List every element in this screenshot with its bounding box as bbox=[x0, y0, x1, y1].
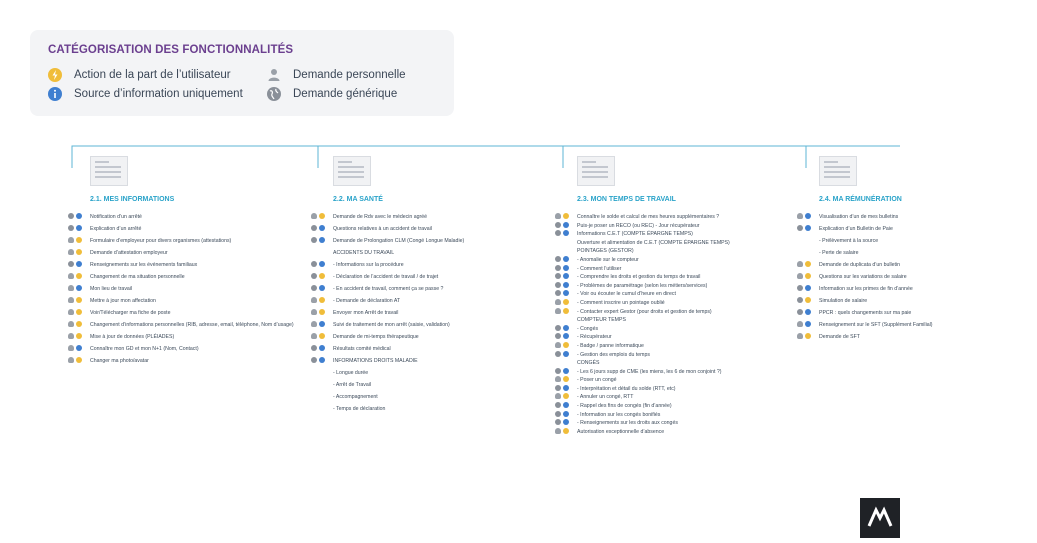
globe-icon bbox=[311, 357, 317, 363]
user-icon bbox=[68, 249, 74, 255]
info-icon bbox=[76, 285, 82, 291]
user-icon bbox=[311, 213, 317, 219]
feature-label: - Déclaration de l’accident de travail / de trajet bbox=[333, 274, 439, 280]
feature-label: Explication d’un arrêté bbox=[90, 226, 142, 232]
feature-item bbox=[797, 272, 1037, 284]
feature-item bbox=[311, 224, 551, 236]
feature-item bbox=[555, 315, 795, 324]
feature-item bbox=[797, 308, 1037, 320]
feature-item bbox=[797, 248, 1037, 260]
feature-item bbox=[311, 332, 551, 344]
user-icon bbox=[797, 213, 803, 219]
globe-icon bbox=[555, 419, 561, 425]
feature-item bbox=[311, 404, 551, 416]
feature-item bbox=[311, 392, 551, 404]
feature-item bbox=[797, 212, 1037, 224]
feature-label: Demande de mi-temps thérapeutique bbox=[333, 334, 419, 340]
info-icon bbox=[563, 385, 569, 391]
feature-item bbox=[68, 284, 308, 296]
lightning-icon bbox=[76, 249, 82, 255]
category-thumbnail bbox=[577, 156, 615, 186]
feature-item bbox=[555, 341, 795, 350]
feature-label: - Arrêt de Travail bbox=[333, 382, 372, 388]
globe-icon bbox=[68, 261, 74, 267]
legend-label-personal: Demande personnelle bbox=[293, 69, 406, 81]
info-icon bbox=[319, 321, 325, 327]
feature-item bbox=[311, 260, 551, 272]
user-icon bbox=[68, 357, 74, 363]
feature-label: - Récupérateur bbox=[577, 334, 612, 341]
globe-icon bbox=[555, 265, 561, 271]
user-icon bbox=[68, 285, 74, 291]
feature-item bbox=[797, 296, 1037, 308]
feature-item bbox=[555, 289, 795, 298]
lightning-icon bbox=[319, 297, 325, 303]
globe-icon bbox=[555, 290, 561, 296]
legend-label-info: Source d’information uniquement bbox=[74, 88, 243, 100]
feature-label: Demande de SFT bbox=[819, 334, 860, 340]
feature-item bbox=[555, 332, 795, 341]
info-icon bbox=[563, 419, 569, 425]
feature-label: - Congés bbox=[577, 325, 599, 332]
feature-label: - Renseignements sur les droits aux congés bbox=[577, 420, 678, 427]
feature-label: Simulation de salaire bbox=[819, 298, 868, 304]
feature-label: - Anomalie sur le compteur bbox=[577, 256, 639, 263]
feature-item bbox=[311, 320, 551, 332]
info-icon bbox=[563, 290, 569, 296]
legend-label-generic: Demande générique bbox=[293, 88, 398, 100]
feature-label: - Comprendre les droits et gestion du temps de travail bbox=[577, 274, 701, 281]
feature-item bbox=[555, 221, 795, 230]
user-icon bbox=[68, 309, 74, 315]
feature-label: - Longue durée bbox=[333, 370, 369, 376]
globe-icon bbox=[311, 261, 317, 267]
user-icon bbox=[311, 297, 317, 303]
feature-label: Visualisation d’un de mes bulletins bbox=[819, 214, 899, 220]
info-icon bbox=[563, 282, 569, 288]
feature-item bbox=[68, 224, 308, 236]
user-icon bbox=[555, 342, 561, 348]
lightning-icon bbox=[805, 333, 811, 339]
globe-icon bbox=[311, 345, 317, 351]
user-icon bbox=[555, 213, 561, 219]
lightning-icon bbox=[319, 333, 325, 339]
lightning-icon bbox=[319, 273, 325, 279]
lightning-icon bbox=[563, 376, 569, 382]
feature-item bbox=[555, 255, 795, 264]
legend-title: CATÉGORISATION DES FONCTIONNALITÉS bbox=[48, 44, 294, 56]
feature-label: Connaître le solde et calcul de mes heures supplémentaires ? bbox=[577, 214, 720, 220]
info-icon bbox=[76, 213, 82, 219]
feature-item bbox=[68, 320, 308, 332]
user-icon bbox=[311, 321, 317, 327]
feature-label: - Rappel des fins de congés (fin d’année) bbox=[577, 403, 672, 410]
feature-label: - Information sur les congés bonifiés bbox=[577, 411, 661, 418]
feature-item bbox=[311, 356, 551, 368]
info-icon bbox=[76, 345, 82, 351]
feature-label: Voir/Télécharger ma fiche de poste bbox=[90, 310, 171, 316]
feature-label: Ouverture et alimentation de C.E.T (COMPTE ÉPARGNE TEMPS) bbox=[577, 239, 730, 246]
info-icon bbox=[563, 273, 569, 279]
info-icon bbox=[563, 333, 569, 339]
user-icon bbox=[555, 393, 561, 399]
feature-label: Informations C.E.T (COMPTE ÉPARGNE TEMPS) bbox=[577, 231, 693, 238]
info-icon bbox=[76, 261, 82, 267]
feature-item bbox=[311, 236, 551, 248]
globe-icon bbox=[555, 325, 561, 331]
feature-item bbox=[797, 320, 1037, 332]
feature-label: - Demande de déclaration AT bbox=[333, 298, 401, 304]
lightning-icon bbox=[563, 213, 569, 219]
feature-item bbox=[555, 264, 795, 273]
feature-item bbox=[555, 401, 795, 410]
feature-item bbox=[68, 248, 308, 260]
lightning-icon bbox=[76, 333, 82, 339]
feature-label: Formulaire d’employeur pour divers organismes (attestations) bbox=[90, 238, 232, 244]
globe-icon bbox=[311, 285, 317, 291]
category-thumbnail bbox=[819, 156, 857, 186]
feature-item bbox=[555, 238, 795, 247]
lightning-icon bbox=[76, 297, 82, 303]
info-icon bbox=[76, 225, 82, 231]
feature-label: Demande de duplicata d’un bulletin bbox=[819, 262, 901, 268]
lightning-icon bbox=[563, 428, 569, 434]
feature-label: Suivi de traitement de mon arrêt (saisie, validation) bbox=[333, 322, 450, 328]
globe-icon bbox=[311, 273, 317, 279]
feature-item bbox=[311, 380, 551, 392]
globe-icon bbox=[555, 411, 561, 417]
feature-item bbox=[555, 229, 795, 238]
user-icon bbox=[797, 321, 803, 327]
lightning-icon bbox=[805, 297, 811, 303]
feature-item bbox=[555, 298, 795, 307]
feature-label: - En accident de travail, comment ça se passe ? bbox=[333, 286, 444, 292]
feature-label: Demande de Rdv avec le médecin agréé bbox=[333, 214, 428, 220]
tree-connectors bbox=[0, 0, 900, 200]
feature-label: Notification d’un arrêté bbox=[90, 214, 142, 220]
brand-logo bbox=[860, 498, 900, 538]
feature-label: Mettre à jour mon affectation bbox=[90, 298, 156, 304]
feature-item bbox=[68, 296, 308, 308]
info-icon bbox=[319, 345, 325, 351]
feature-label: - Badge / panne informatique bbox=[577, 342, 644, 349]
feature-label: Explication d’un Bulletin de Paie bbox=[819, 226, 893, 232]
info-icon bbox=[563, 325, 569, 331]
feature-label: Renseignements sur les événements familiaux bbox=[90, 262, 198, 268]
feature-label: Renseignement sur le SFT (Supplément Familial) bbox=[819, 322, 933, 328]
feature-item bbox=[555, 246, 795, 255]
info-icon bbox=[805, 321, 811, 327]
user-icon bbox=[311, 309, 317, 315]
tree-connector-line bbox=[72, 146, 900, 168]
globe-icon bbox=[797, 285, 803, 291]
user-icon bbox=[68, 321, 74, 327]
feature-item bbox=[797, 284, 1037, 296]
feature-label: - Temps de déclaration bbox=[333, 406, 386, 412]
globe-icon bbox=[68, 213, 74, 219]
user-icon bbox=[68, 345, 74, 351]
feature-label: - Perte de salaire bbox=[819, 250, 859, 256]
user-icon bbox=[797, 261, 803, 267]
lightning-icon bbox=[76, 357, 82, 363]
feature-item bbox=[797, 224, 1037, 236]
globe-icon bbox=[555, 368, 561, 374]
info-icon bbox=[563, 411, 569, 417]
globe-icon bbox=[311, 225, 317, 231]
feature-label: Changer ma photo/avatar bbox=[90, 358, 149, 364]
feature-item bbox=[797, 260, 1037, 272]
feature-label: - Voir ou écouter le cumul d’heure en direct bbox=[577, 291, 676, 298]
info-icon bbox=[319, 261, 325, 267]
feature-item bbox=[555, 272, 795, 281]
feature-label: COMPTEUR TEMPS bbox=[577, 317, 626, 324]
globe-icon bbox=[555, 351, 561, 357]
lightning-icon bbox=[563, 299, 569, 305]
category-thumbnail bbox=[90, 156, 128, 186]
feature-item bbox=[311, 212, 551, 224]
category-title: 2.2. MA SANTÉ bbox=[333, 196, 383, 203]
feature-label: - Annuler un congé, RTT bbox=[577, 394, 634, 401]
brand-logo-icon bbox=[860, 498, 900, 538]
lightning-icon bbox=[319, 309, 325, 315]
lightning-icon bbox=[805, 261, 811, 267]
feature-label: - Informations sur la procédure bbox=[333, 262, 404, 268]
feature-label: Information sur les primes de fin d’année bbox=[819, 286, 913, 292]
feature-label: - Comment l’utiliser bbox=[577, 265, 622, 272]
feature-item bbox=[555, 384, 795, 393]
feature-item bbox=[311, 284, 551, 296]
info-icon bbox=[319, 357, 325, 363]
feature-item bbox=[68, 356, 308, 368]
info-icon bbox=[563, 222, 569, 228]
feature-label: Changement de ma situation personnelle bbox=[90, 274, 185, 280]
feature-label: - Interprétation et détail du solde (RTT, etc) bbox=[577, 385, 676, 392]
feature-label: INFORMATIONS DROITS MALADIE bbox=[333, 358, 418, 364]
feature-item bbox=[797, 332, 1037, 344]
feature-item bbox=[311, 344, 551, 356]
feature-item bbox=[555, 350, 795, 359]
user-icon bbox=[68, 333, 74, 339]
feature-label: POINTAGES (GESTOR) bbox=[577, 248, 634, 255]
feature-item bbox=[555, 212, 795, 221]
globe-icon bbox=[68, 225, 74, 231]
feature-item bbox=[555, 427, 795, 436]
feature-label: Mon lieu de travail bbox=[90, 286, 133, 292]
feature-item bbox=[68, 236, 308, 248]
feature-label: - Accompagnement bbox=[333, 394, 378, 400]
feature-label: Connaître mon GD et mon N+1 (Nom, Contact) bbox=[90, 346, 199, 352]
user-icon bbox=[555, 308, 561, 314]
feature-item bbox=[68, 212, 308, 224]
user-icon bbox=[311, 333, 317, 339]
feature-item bbox=[555, 410, 795, 419]
legend-label-action: Action de la part de l’utilisateur bbox=[74, 69, 231, 81]
globe-icon bbox=[797, 225, 803, 231]
feature-label: ACCIDENTS DU TRAVAIL bbox=[333, 250, 395, 256]
feature-item bbox=[68, 344, 308, 356]
lightning-icon bbox=[76, 321, 82, 327]
globe-icon bbox=[555, 333, 561, 339]
feature-label: - Problèmes de paramétrage (selon les métiers/services) bbox=[577, 282, 708, 289]
info-icon bbox=[805, 309, 811, 315]
lightning-icon bbox=[563, 308, 569, 314]
feature-label: - Comment inscrire un pointage oublié bbox=[577, 299, 665, 306]
feature-item bbox=[555, 392, 795, 401]
feature-item bbox=[311, 272, 551, 284]
user-icon bbox=[555, 299, 561, 305]
info-icon bbox=[319, 225, 325, 231]
feature-item bbox=[555, 281, 795, 290]
feature-label: Autorisation exceptionnelle d’absence bbox=[577, 428, 665, 435]
feature-item bbox=[68, 332, 308, 344]
info-icon bbox=[563, 256, 569, 262]
feature-label: Résultats comité médical bbox=[333, 346, 391, 352]
globe-icon bbox=[555, 402, 561, 408]
feature-item bbox=[311, 308, 551, 320]
feature-label: PPCR : quels changements sur ma paie bbox=[819, 310, 912, 316]
feature-label: Demande d’attestation employeur bbox=[90, 250, 168, 256]
feature-label: Demande de Prolongation CLM (Congé Longue Maladie) bbox=[333, 238, 465, 244]
feature-item bbox=[555, 418, 795, 427]
feature-label: CONGÉS bbox=[577, 360, 600, 367]
lightning-icon bbox=[563, 393, 569, 399]
feature-item bbox=[68, 308, 308, 320]
lightning-icon bbox=[76, 273, 82, 279]
feature-item bbox=[555, 324, 795, 333]
feature-label: - Prélèvement à la source bbox=[819, 238, 879, 244]
globe-icon bbox=[797, 309, 803, 315]
feature-label: - Contacter expert Gestor (pour droits et gestion de temps) bbox=[577, 308, 712, 315]
feature-label: - Les 6 jours supp de CME (les miens, les 6 de mon conjoint ?) bbox=[577, 368, 722, 375]
feature-label: Questions relatives à un accident de travail bbox=[333, 226, 432, 232]
globe-icon bbox=[555, 273, 561, 279]
info-icon bbox=[563, 230, 569, 236]
category-title: 2.3. MON TEMPS DE TRAVAIL bbox=[577, 196, 676, 203]
feature-item bbox=[311, 296, 551, 308]
info-icon bbox=[563, 368, 569, 374]
feature-item bbox=[68, 272, 308, 284]
globe-icon bbox=[555, 385, 561, 391]
lightning-icon bbox=[76, 237, 82, 243]
info-icon bbox=[319, 237, 325, 243]
user-icon bbox=[68, 273, 74, 279]
info-icon bbox=[805, 285, 811, 291]
info-icon bbox=[319, 285, 325, 291]
info-icon bbox=[563, 351, 569, 357]
user-icon bbox=[68, 237, 74, 243]
feature-label: Changement d’informations personnelles (RIB, adresse, email, téléphone, Nom d’usage) bbox=[90, 322, 294, 328]
info-icon bbox=[805, 213, 811, 219]
lightning-icon bbox=[563, 342, 569, 348]
user-icon bbox=[797, 333, 803, 339]
feature-item bbox=[555, 358, 795, 367]
globe-icon bbox=[797, 297, 803, 303]
feature-label: - Poser un congé bbox=[577, 377, 617, 384]
feature-item bbox=[555, 367, 795, 376]
lightning-icon bbox=[805, 273, 811, 279]
feature-item bbox=[555, 375, 795, 384]
globe-icon bbox=[555, 230, 561, 236]
feature-item bbox=[68, 260, 308, 272]
feature-item bbox=[311, 368, 551, 380]
globe-icon bbox=[555, 222, 561, 228]
feature-label: Envoyer mon Arrêt de travail bbox=[333, 310, 399, 316]
feature-item bbox=[555, 307, 795, 316]
feature-label: Questions sur les variations de salaire bbox=[819, 274, 907, 280]
info-icon bbox=[563, 402, 569, 408]
user-icon bbox=[555, 376, 561, 382]
feature-label: Mise à jour de données (PLÉIADES) bbox=[90, 334, 175, 340]
lightning-icon bbox=[319, 213, 325, 219]
category-title: 2.4. MA RÉMUNÉRATION bbox=[819, 196, 902, 203]
category-title: 2.1. MES INFORMATIONS bbox=[90, 196, 175, 203]
feature-item bbox=[311, 248, 551, 260]
feature-label: - Gestion des emplois du temps bbox=[577, 351, 650, 358]
user-icon bbox=[68, 297, 74, 303]
feature-item bbox=[797, 236, 1037, 248]
feature-label: Puis-je poser un RECO (ou REC) - Jour récupérateur bbox=[577, 222, 700, 229]
globe-icon bbox=[311, 237, 317, 243]
globe-icon bbox=[555, 282, 561, 288]
user-icon bbox=[555, 428, 561, 434]
info-icon bbox=[805, 225, 811, 231]
category-thumbnail bbox=[333, 156, 371, 186]
user-icon bbox=[797, 273, 803, 279]
info-icon bbox=[563, 265, 569, 271]
lightning-icon bbox=[76, 309, 82, 315]
globe-icon bbox=[555, 256, 561, 262]
